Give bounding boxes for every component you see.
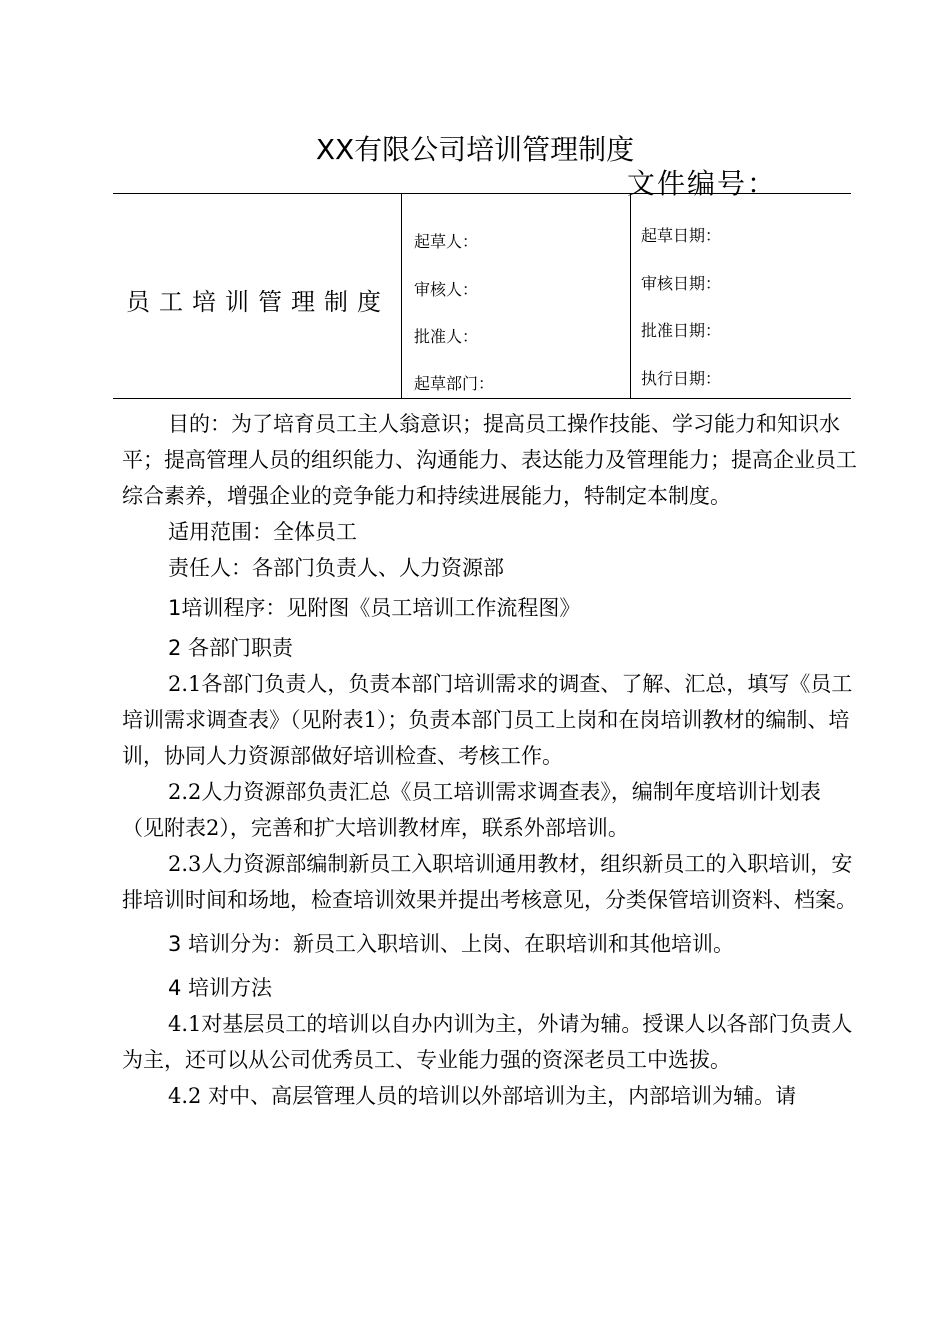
effective-date-field: 执行日期：	[641, 369, 722, 388]
document-body	[122, 406, 858, 1114]
section-4-2: 4.2 对中、高层管理人员的培训以外部培训为主，内部培训为辅。请	[168, 1084, 797, 1108]
section-2-3: 2.3人力资源部编制新员工入职培训通用教材，组织新员工的入职培训，安排培训时间和场地，检查培训效果并提出考核意见，分类保管培训资料、档案。	[122, 852, 857, 912]
table-divider-1	[401, 193, 402, 398]
section-2-1: 2.1各部门负责人，负责本部门培训需求的调查、了解、汇总，填写《员工培训需求调查表》（见附表1）；负责本部门员工上岗和在岗培训教材的编制、培训，协同人力资源部做好培训检查、考核工作。	[122, 672, 853, 768]
table-top-border	[113, 193, 851, 194]
reviewer-field: 审核人：	[414, 280, 479, 299]
review-date-field: 审核日期：	[641, 274, 722, 293]
section-2-heading: 2 各部门职责	[168, 636, 294, 660]
document-title: XX有限公司培训管理制度	[315, 133, 635, 166]
approval-date-field: 批准日期：	[641, 321, 722, 340]
owner-paragraph: 责任人：各部门负责人、人力资源部	[168, 556, 504, 580]
regulation-name: 员工培训管理制度	[126, 288, 390, 316]
approver-field: 批准人：	[414, 327, 479, 346]
section-1-paragraph: 1培训程序：见附图《员工培训工作流程图》	[168, 596, 581, 620]
section-4-1: 4.1对基层员工的培训以自办内训为主，外请为辅。授课人以各部门负责人为主，还可以从公司优秀员工、专业能力强的资深老员工中选拔。	[122, 1012, 853, 1072]
purpose-paragraph: 目的：为了培育员工主人翁意识；提高员工操作技能、学习能力和知识水平；提高管理人员的组织能力、沟通能力、表达能力及管理能力；提高企业员工综合素养，增强企业的竞争能力和持续进展能力，特制定本制度。	[122, 412, 857, 508]
table-bottom-border	[113, 398, 851, 399]
section-3-paragraph: 3 培训分为：新员工入职培训、上岗、在职培训和其他培训。	[168, 932, 735, 956]
drafter-field: 起草人：	[414, 232, 479, 251]
section-4-heading: 4 培训方法	[168, 976, 273, 1000]
section-2-2: 2.2人力资源部负责汇总《员工培训需求调查表》，编制年度培训计划表（见附表2），完善和扩大培训教材库，联系外部培训。	[122, 780, 821, 840]
draft-date-field: 起草日期：	[641, 226, 722, 245]
scope-paragraph: 适用范围：全体员工	[168, 520, 357, 544]
table-divider-2	[630, 193, 631, 398]
doc-number-label: 文件编号：	[627, 167, 778, 200]
drafting-dept-field: 起草部门：	[414, 374, 495, 393]
